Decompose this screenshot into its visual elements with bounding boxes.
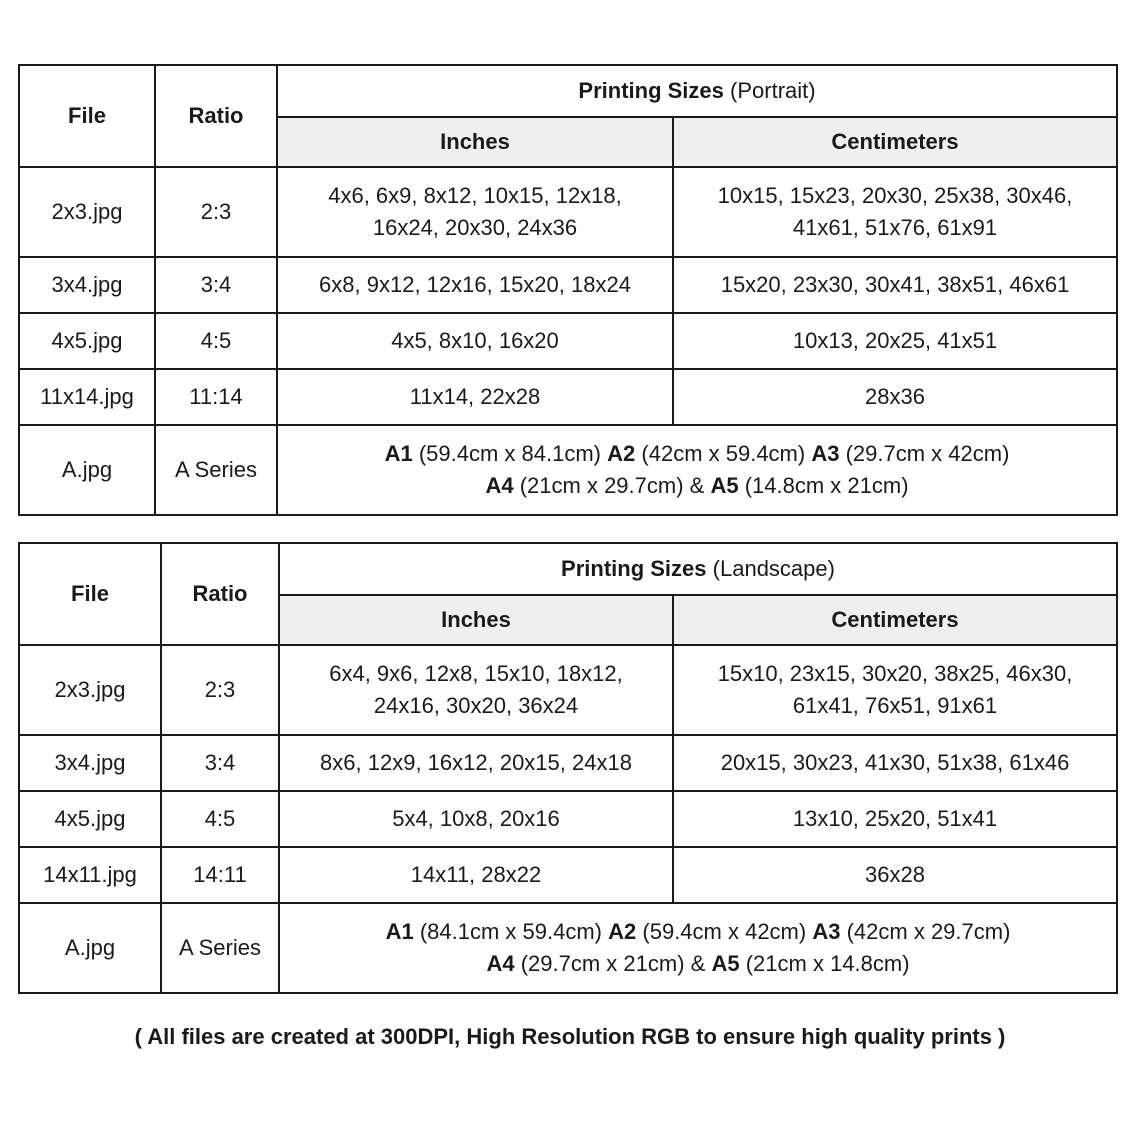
inches-line: 24x16, 30x20, 36x24 xyxy=(373,693,579,718)
a2-dimensions: (59.4cm x 42cm) xyxy=(642,919,807,944)
ratio-cell: 4:5 xyxy=(155,313,277,369)
file-cell: 4x5.jpg xyxy=(19,313,155,369)
centimeters-cell: 36x28 xyxy=(673,847,1117,903)
a5-dimensions: (14.8cm x 21cm) xyxy=(744,473,909,498)
orientation-label: (Portrait) xyxy=(730,78,816,103)
a4-label: A4 xyxy=(486,951,515,976)
centimeters-line: 10x15, 15x23, 20x30, 25x38, 30x46, xyxy=(717,183,1073,208)
ratio-cell: A Series xyxy=(155,425,277,515)
a4-label: A4 xyxy=(485,473,514,498)
inches-cell xyxy=(277,167,673,257)
ratio-cell: 3:4 xyxy=(161,735,279,791)
a-series-line xyxy=(288,948,1108,980)
centimeters-cell xyxy=(673,645,1117,735)
table-row xyxy=(19,847,1117,903)
file-header: File xyxy=(19,543,161,645)
centimeters-line: 61x41, 76x51, 91x61 xyxy=(792,693,998,718)
file-cell: 3x4.jpg xyxy=(19,257,155,313)
centimeters-cell xyxy=(673,167,1117,257)
ratio-header: Ratio xyxy=(161,543,279,645)
inches-header: Inches xyxy=(277,117,673,167)
table-row xyxy=(19,903,1117,993)
file-cell: 3x4.jpg xyxy=(19,735,161,791)
inches-line: 6x4, 9x6, 12x8, 15x10, 18x12, xyxy=(329,661,623,686)
centimeters-header: Centimeters xyxy=(673,117,1117,167)
table-row xyxy=(19,425,1117,515)
a-series-line xyxy=(286,470,1108,502)
a3-dimensions: (42cm x 29.7cm) xyxy=(846,919,1011,944)
printing-sizes-header xyxy=(277,65,1117,117)
a3-label: A3 xyxy=(811,441,840,466)
table-row xyxy=(19,645,1117,735)
table-row xyxy=(19,791,1117,847)
table-row xyxy=(19,735,1117,791)
printing-sizes-label: Printing Sizes xyxy=(561,556,707,581)
centimeters-cell: 15x20, 23x30, 30x41, 38x51, 46x61 xyxy=(673,257,1117,313)
inches-line: 4x6, 6x9, 8x12, 10x15, 12x18, xyxy=(328,183,622,208)
ratio-cell: 14:11 xyxy=(161,847,279,903)
file-header: File xyxy=(19,65,155,167)
table-row xyxy=(19,167,1117,257)
table-row xyxy=(19,369,1117,425)
file-cell: 4x5.jpg xyxy=(19,791,161,847)
landscape-sizes-table xyxy=(18,542,1118,994)
a-series-cell xyxy=(279,903,1117,993)
inches-cell: 14x11, 28x22 xyxy=(279,847,673,903)
inches-cell: 4x5, 8x10, 16x20 xyxy=(277,313,673,369)
centimeters-line: 15x10, 23x15, 30x20, 38x25, 46x30, xyxy=(717,661,1073,686)
inches-line: 16x24, 20x30, 24x36 xyxy=(372,215,578,240)
a1-label: A1 xyxy=(385,919,414,944)
printing-sizes-header xyxy=(279,543,1117,595)
a-series-line xyxy=(286,438,1108,470)
printing-sizes-label: Printing Sizes xyxy=(578,78,724,103)
centimeters-header: Centimeters xyxy=(673,595,1117,645)
file-cell: A.jpg xyxy=(19,425,155,515)
a-series-cell xyxy=(277,425,1117,515)
inches-cell: 11x14, 22x28 xyxy=(277,369,673,425)
file-cell: 11x14.jpg xyxy=(19,369,155,425)
a1-dimensions: (59.4cm x 84.1cm) xyxy=(418,441,602,466)
a2-dimensions: (42cm x 59.4cm) xyxy=(641,441,806,466)
ratio-cell: 11:14 xyxy=(155,369,277,425)
inches-header: Inches xyxy=(279,595,673,645)
table-row xyxy=(19,257,1117,313)
footer-note: ( All files are created at 300DPI, High Resolution RGB to ensure high quality prints ) xyxy=(134,1024,1006,1049)
centimeters-cell: 10x13, 20x25, 41x51 xyxy=(673,313,1117,369)
ratio-cell: 2:3 xyxy=(161,645,279,735)
centimeters-cell: 20x15, 30x23, 41x30, 51x38, 61x46 xyxy=(673,735,1117,791)
inches-cell: 6x8, 9x12, 12x16, 15x20, 18x24 xyxy=(277,257,673,313)
ratio-cell: A Series xyxy=(161,903,279,993)
inches-cell: 5x4, 10x8, 20x16 xyxy=(279,791,673,847)
a5-label: A5 xyxy=(710,473,739,498)
ratio-cell: 3:4 xyxy=(155,257,277,313)
a1-dimensions: (84.1cm x 59.4cm) xyxy=(419,919,603,944)
ratio-header: Ratio xyxy=(155,65,277,167)
inches-cell: 8x6, 12x9, 16x12, 20x15, 24x18 xyxy=(279,735,673,791)
portrait-sizes-table xyxy=(18,64,1118,516)
ratio-cell: 4:5 xyxy=(161,791,279,847)
inches-cell xyxy=(279,645,673,735)
file-cell: A.jpg xyxy=(19,903,161,993)
centimeters-cell: 28x36 xyxy=(673,369,1117,425)
table-row xyxy=(19,313,1117,369)
a3-label: A3 xyxy=(812,919,841,944)
a5-label: A5 xyxy=(711,951,740,976)
a4-dimensions: (21cm x 29.7cm) & xyxy=(519,473,705,498)
file-cell: 14x11.jpg xyxy=(19,847,161,903)
a3-dimensions: (29.7cm x 42cm) xyxy=(845,441,1010,466)
orientation-label: (Landscape) xyxy=(712,556,835,581)
file-cell: 2x3.jpg xyxy=(19,645,161,735)
a1-label: A1 xyxy=(384,441,413,466)
a5-dimensions: (21cm x 14.8cm) xyxy=(745,951,910,976)
a-series-line xyxy=(288,916,1108,948)
centimeters-line: 41x61, 51x76, 61x91 xyxy=(792,215,998,240)
centimeters-cell: 13x10, 25x20, 51x41 xyxy=(673,791,1117,847)
ratio-cell: 2:3 xyxy=(155,167,277,257)
a4-dimensions: (29.7cm x 21cm) & xyxy=(520,951,706,976)
a2-label: A2 xyxy=(607,441,636,466)
a2-label: A2 xyxy=(608,919,637,944)
file-cell: 2x3.jpg xyxy=(19,167,155,257)
